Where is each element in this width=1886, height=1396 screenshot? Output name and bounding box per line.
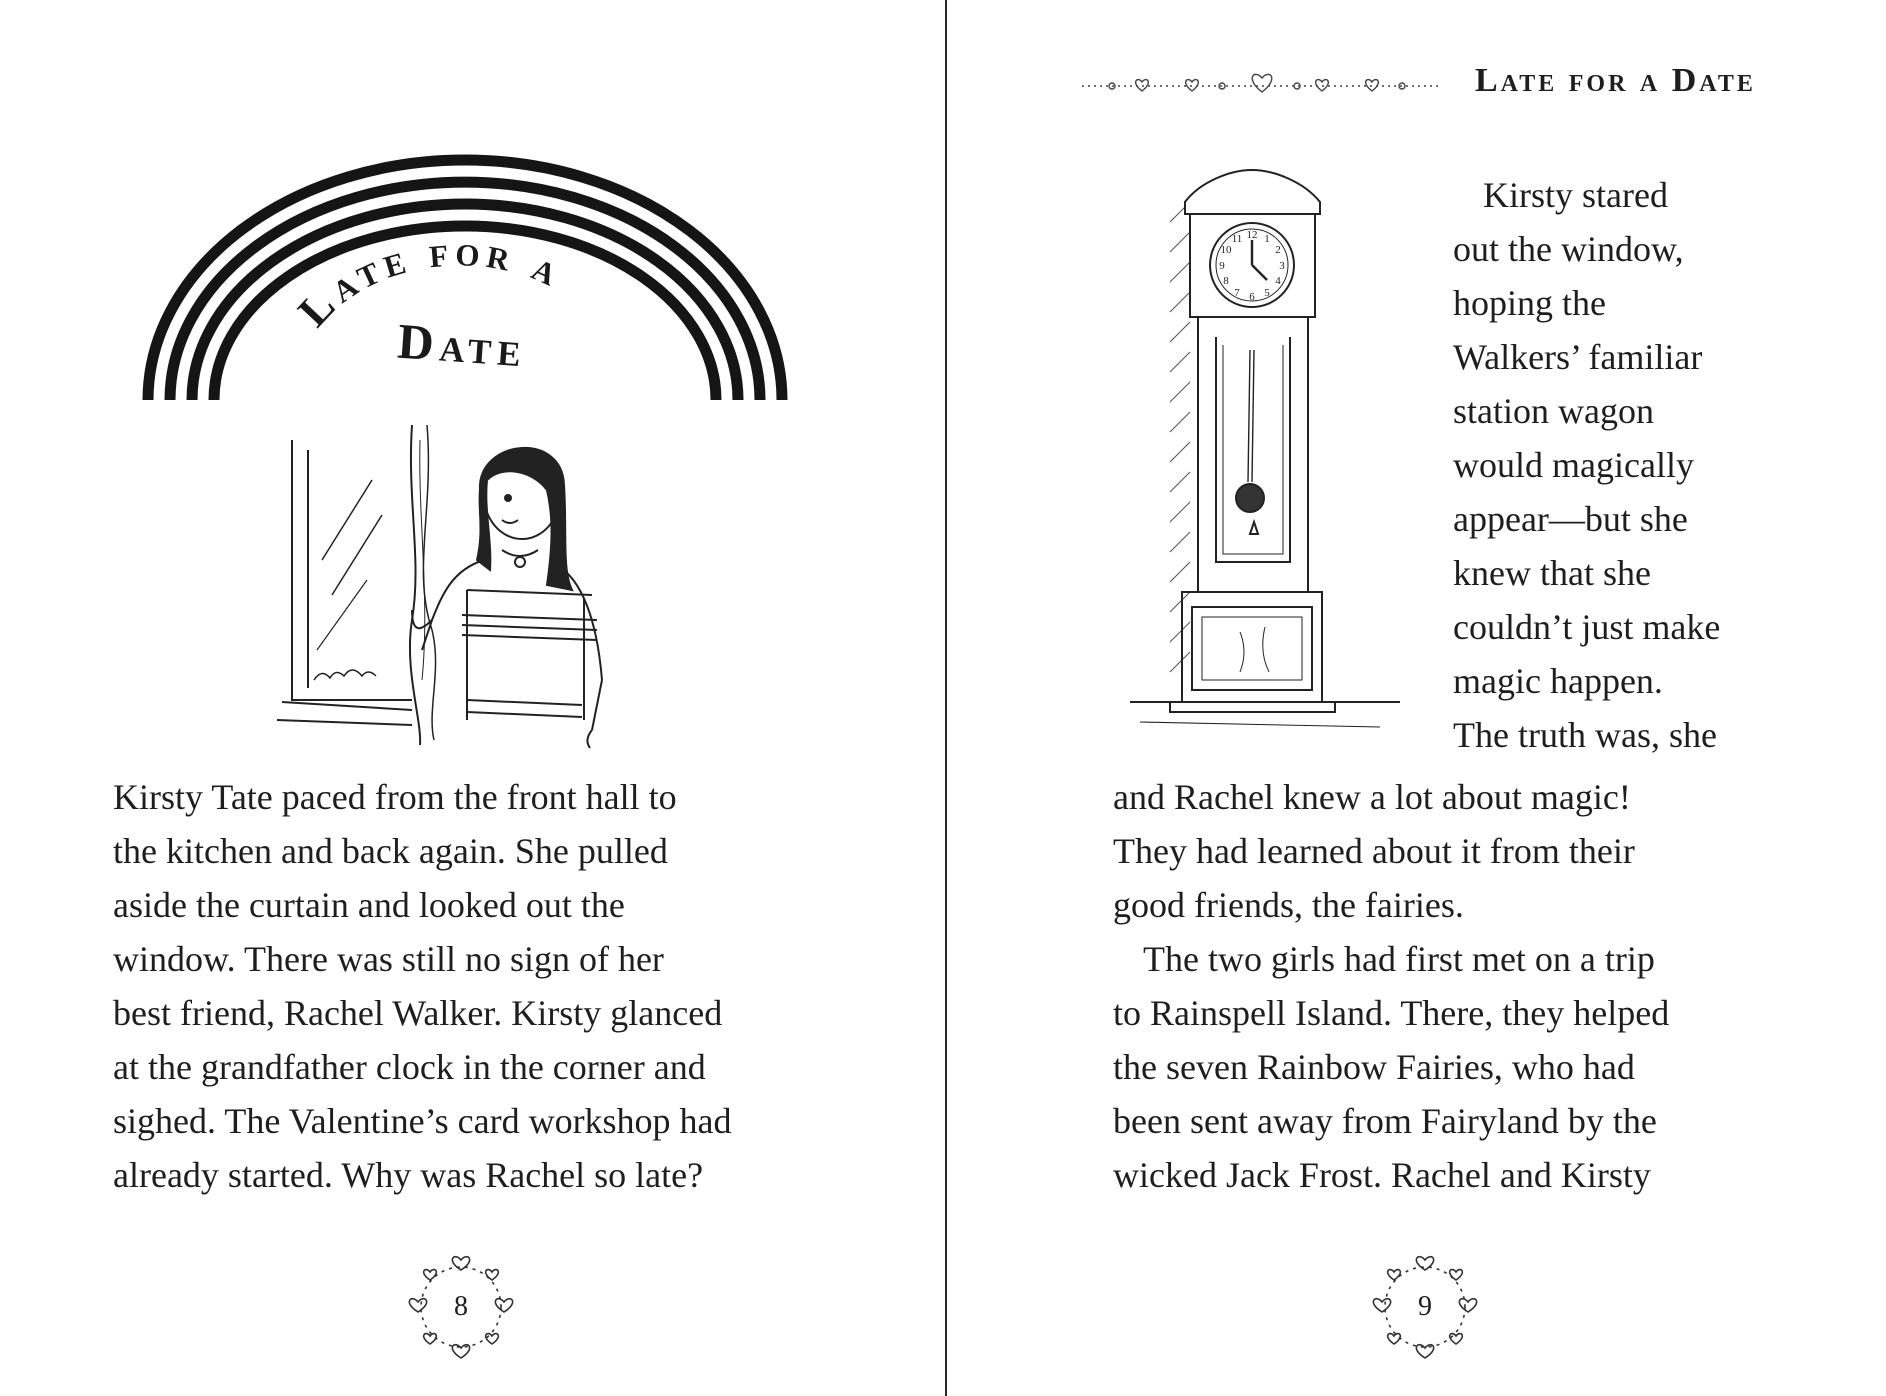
wrapped-paragraph — [1453, 168, 1720, 762]
text-line: good friends, the fairies. — [1113, 885, 1464, 925]
clock-numeral: 9 — [1219, 260, 1225, 272]
text-line: best friend, Rachel Walker. Kirsty glanced — [113, 993, 723, 1033]
girl-at-window-illustration — [262, 420, 642, 750]
clock-numeral: 1 — [1264, 233, 1270, 245]
text-line: Kirsty stared — [1483, 175, 1668, 215]
text-line: sighed. The Valentine’s card workshop had — [113, 1101, 732, 1141]
clock-numeral: 12 — [1246, 229, 1258, 241]
page-number-badge — [406, 1252, 516, 1362]
text-line: The two girls had first met on a trip — [1143, 939, 1655, 979]
text-line: They had learned about it from their — [1113, 831, 1635, 871]
left-paragraph — [113, 770, 732, 1202]
grandfather-clock-illustration — [1130, 162, 1410, 742]
text-line: the kitchen and back again. She pulled — [113, 831, 668, 871]
text-line: hoping the — [1453, 283, 1606, 323]
text-line: appear—but she — [1453, 499, 1688, 539]
running-head: Late for a Date — [1475, 62, 1756, 99]
text-line: Kirsty Tate paced from the front hall to — [113, 777, 677, 817]
text-line: been sent away from Fairyland by the — [1113, 1101, 1657, 1141]
clock-numeral: 3 — [1279, 260, 1285, 272]
page-number: 8 — [454, 1291, 468, 1322]
clock-numeral: 2 — [1275, 244, 1281, 256]
clock-numeral: 6 — [1249, 291, 1255, 303]
text-line: wicked Jack Frost. Rachel and Kirsty — [1113, 1155, 1651, 1195]
clock-numeral: 10 — [1220, 244, 1232, 256]
text-line: out the window, — [1453, 229, 1684, 269]
text-line: the seven Rainbow Fairies, who had — [1113, 1047, 1635, 1087]
clock-numeral: 8 — [1223, 275, 1229, 287]
text-line: knew that she — [1453, 553, 1651, 593]
text-line: Walkers’ familiar — [1453, 337, 1703, 377]
text-line: to Rainspell Island. There, they helped — [1113, 993, 1670, 1033]
text-line: aside the curtain and looked out the — [113, 885, 625, 925]
page-number-badge — [1370, 1252, 1480, 1362]
rainbow-icon — [140, 150, 790, 405]
page-number: 9 — [1418, 1291, 1432, 1322]
text-line: The truth was, she — [1453, 715, 1717, 755]
text-line: would magically — [1453, 445, 1694, 485]
right-paragraph — [1113, 770, 1669, 1202]
clock-numeral: 11 — [1231, 233, 1243, 245]
text-line: station wagon — [1453, 391, 1654, 431]
heart-garland-icon — [1082, 72, 1442, 100]
clock-numeral: 5 — [1264, 287, 1270, 299]
clock-numeral: 7 — [1234, 287, 1240, 299]
clock-numeral: 4 — [1275, 275, 1281, 287]
text-line: and Rachel knew a lot about magic! — [1113, 777, 1631, 817]
chapter-title-line2: Date — [395, 312, 529, 378]
chapter-title-line1: Late for a — [288, 226, 572, 337]
text-line: magic happen. — [1453, 661, 1663, 701]
text-line: already started. Why was Rachel so late? — [113, 1155, 704, 1195]
text-line: couldn’t just make — [1453, 607, 1721, 647]
text-line: at the grandfather clock in the corner and — [113, 1047, 706, 1087]
text-line: window. There was still no sign of her — [113, 939, 664, 979]
